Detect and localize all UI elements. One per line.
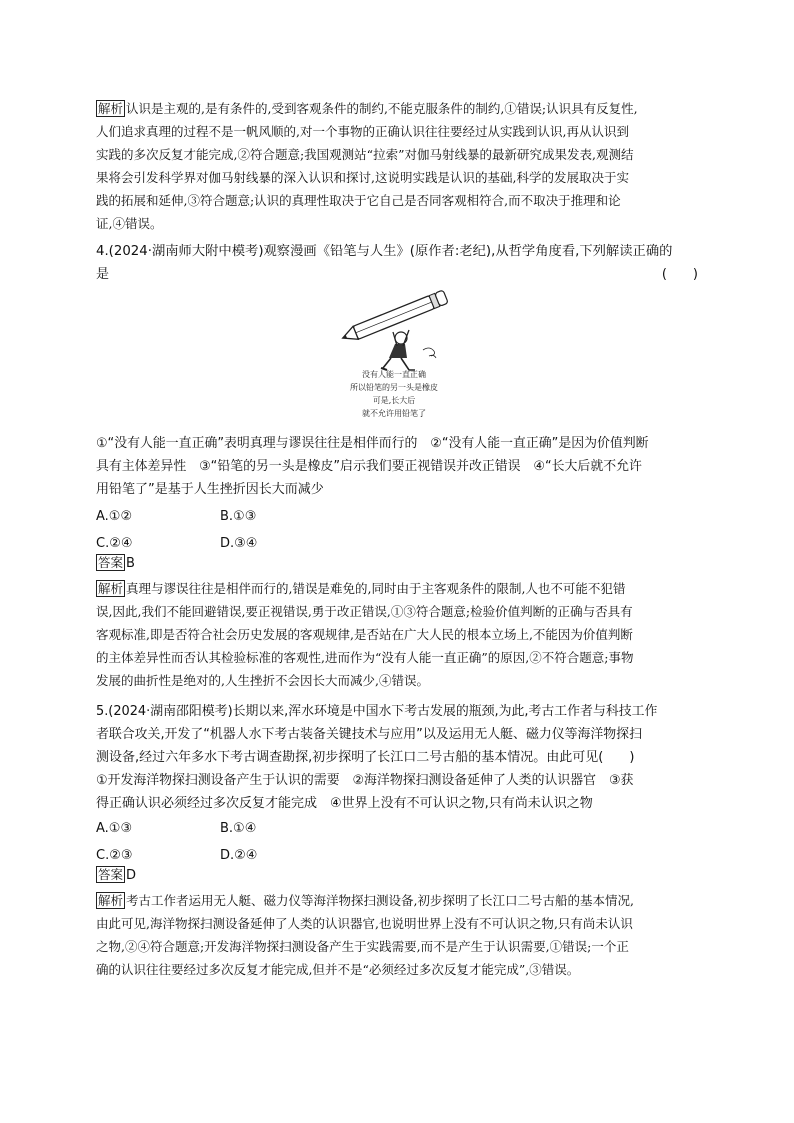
q4-answer xyxy=(96,552,698,575)
option-c[interactable]: C.②④ xyxy=(96,536,133,551)
q4-options xyxy=(96,505,396,555)
question-line: 者联合攻关,开发了“机器人水下考古装备关键技术与应用”以及运用无人艇、磁力仪等海洋物探扫 xyxy=(96,727,642,742)
option-a[interactable]: A.①② xyxy=(96,509,133,524)
option-a[interactable]: A.①③ xyxy=(96,821,133,836)
cartoon-caption-line: 所以铅笔的另一头是橡皮 xyxy=(350,383,438,392)
answer-tag: 答案 xyxy=(98,555,124,570)
question-line: 4.(2024·湖南师大附中模考)观察漫画《铅笔与人生》(原作者:老纪),从哲学角度看,下列解读正确的 xyxy=(96,244,673,259)
q4-analysis xyxy=(96,577,698,692)
q5-options xyxy=(96,817,396,867)
answer-tag: 答案 xyxy=(98,867,124,882)
q5-stem xyxy=(96,700,698,815)
analysis-line: 误,因此,我们不能回避错误,要正视错误,勇于改正错误,①③符合题意;检验价值判断的正确与否具有 xyxy=(96,604,633,619)
pencil-cartoon xyxy=(335,288,453,428)
q4-statements xyxy=(96,432,698,501)
cartoon-caption-line: 就不允许用铅笔了 xyxy=(362,409,426,418)
option-d[interactable]: D.③④ xyxy=(220,536,258,551)
answer-value: D xyxy=(126,868,137,883)
analysis-line: 果将会引发科学界对伽马射线暴的深入认识和探讨,这说明实践是认识的基础,科学的发展取决于实 xyxy=(96,170,629,185)
q3-analysis xyxy=(96,97,698,235)
option-c[interactable]: C.②③ xyxy=(96,848,133,863)
cartoon-caption-line: 可是,长大后 xyxy=(372,396,416,405)
analysis-line: 人们追求真理的过程不是一帆风顺的,对一个事物的正确认识往往要经过从实践到认识,再从认识到 xyxy=(96,124,629,139)
q5-analysis xyxy=(96,889,698,981)
option-b[interactable]: B.①③ xyxy=(220,509,257,524)
question-line: 5.(2024·湖南邵阳模考)长期以来,浑水环境是中国水下考古发展的瓶颈,为此,考古工作者与科技工作 xyxy=(96,704,658,719)
statement-line: 用铅笔了”是基于人生挫折因长大而减少 xyxy=(96,482,324,497)
cartoon-caption-line: 没有人能一直正确 xyxy=(362,370,426,379)
statement-line: 得正确认识必须经过多次反复才能完成 ④世界上没有不可认识之物,只有尚未认识之物 xyxy=(96,796,593,811)
statement-line: ①“没有人能一直正确”表明真理与谬误往往是相伴而行的 ②“没有人能一直正确”是因为价值判断 xyxy=(96,436,649,451)
analysis-line: 之物,②④符合题意;开发海洋物探扫测设备产生于实践需要,而不是产生于认识需要,①错误;一个正 xyxy=(96,939,629,954)
option-b[interactable]: B.①④ xyxy=(220,821,257,836)
analysis-line: 确的认识往往要经过多次反复才能完成,但并不是“必须经过多次反复才能完成”,③错误。 xyxy=(96,962,580,977)
statement-line: ①开发海洋物探扫测设备产生于认识的需要 ②海洋物探扫测设备延伸了人类的认识器官 ③获 xyxy=(96,773,634,788)
statement-line: 具有主体差异性 ③“铅笔的另一头是橡皮”启示我们要正视错误并改正错误 ④“长大后就不允许 xyxy=(96,459,642,474)
analysis-line: 实践的多次反复才能完成,②符合题意;我国观测站“拉索”对伽马射线暴的最新研究成果发表,观测结 xyxy=(96,147,634,162)
analysis-line: 发展的曲折性是绝对的,人生挫折不会因长大而减少,④错误。 xyxy=(96,673,429,688)
analysis-line: 由此可见,海洋物探扫测设备延伸了人类的认识器官,也说明世界上没有不可认识之物,只有尚未认识 xyxy=(96,916,633,931)
analysis-line: 客观标准,即是否符合社会历史发展的客观规律,是否站在广大人民的根本立场上,不能因为价值判断 xyxy=(96,627,633,642)
q4-stem xyxy=(96,240,698,286)
analysis-line: 解析 考古工作者运用无人艇、磁力仪等海洋物探扫测设备,初步探明了长江口二号古船的基本情况, xyxy=(98,893,634,908)
question-line: 是 ( ) xyxy=(96,263,698,286)
analysis-line: 践的拓展和延伸,③符合题意;认识的真理性取决于它自己是否同客观相符合,而不取决于推理和论 xyxy=(96,193,621,208)
analysis-tag: 解析 xyxy=(98,101,124,116)
analysis-tag: 解析 xyxy=(98,893,124,908)
analysis-line: 解析 认识是主观的,是有条件的,受到客观条件的制约,不能克服条件的制约,①错误;认识具有反复性, xyxy=(98,101,638,116)
analysis-line: 的主体差异性而否认其检验标准的客观性,进而作为“没有人能一直正确”的原因,②不符合题意;事物 xyxy=(96,650,634,665)
question-line: 测设备,经过六年多水下考古调查勘探,初步探明了长江口二号古船的基本情况。由此可见( ) xyxy=(96,750,635,765)
analysis-line: 解析 真理与谬误往往是相伴而行的,错误是难免的,同时由于主客观条件的限制,人也不可能不犯错 xyxy=(98,581,626,596)
pencil-carrying-figure-icon xyxy=(335,288,453,378)
option-d[interactable]: D.②④ xyxy=(220,848,258,863)
q5-answer xyxy=(96,864,698,887)
analysis-tag: 解析 xyxy=(98,581,124,596)
answer-bracket: ( ) xyxy=(661,267,698,282)
answer-value: B xyxy=(126,556,135,571)
analysis-line: 证,④错误。 xyxy=(96,216,163,231)
